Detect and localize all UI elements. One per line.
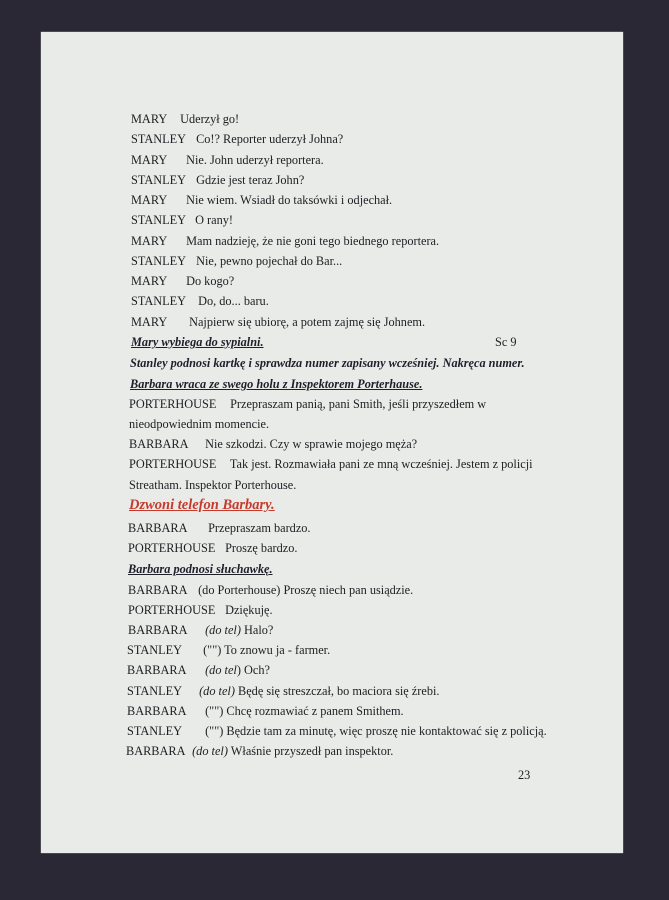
dialogue-text: Dziękuję. xyxy=(225,603,273,617)
stage-aside: (do tel) xyxy=(192,744,228,758)
script-page xyxy=(41,32,623,853)
stage-aside: (do tel xyxy=(205,663,237,677)
dialogue-line xyxy=(128,623,273,637)
speaker-name: PORTERHOUSE xyxy=(129,457,217,471)
stage-direction-highlight: Dzwoni telefon Barbary. xyxy=(129,497,275,513)
speaker-name: STANLEY xyxy=(131,213,187,227)
speaker-name: MARY xyxy=(131,112,168,126)
speaker-name: BARBARA xyxy=(128,521,188,535)
dialogue-text: Do kogo? xyxy=(186,274,235,288)
dialogue-text: Proszę bardzo. xyxy=(225,541,298,555)
dialogue-line xyxy=(127,704,404,718)
stage-direction: Barbara wraca ze swego holu z Inspektorem Porterhause. xyxy=(130,377,423,391)
speaker-name: MARY xyxy=(131,153,168,167)
dialogue-text: ("") Chcę rozmawiać z panem Smithem. xyxy=(205,704,404,718)
dialogue-line xyxy=(127,724,547,738)
speaker-name: BARBARA xyxy=(129,437,189,451)
speaker-name: BARBARA xyxy=(127,704,187,718)
dialogue-text: O rany! xyxy=(195,213,233,227)
speaker-name: STANLEY xyxy=(127,643,183,657)
stage-aside: (do tel) xyxy=(205,623,241,637)
stage-direction: Barbara podnosi słuchawkę. xyxy=(128,562,273,576)
dialogue-line xyxy=(127,663,270,677)
dialogue-text: Nie szkodzi. Czy w sprawie mojego męża? xyxy=(205,437,418,451)
speaker-name: STANLEY xyxy=(127,724,183,738)
speaker-name: STANLEY xyxy=(131,294,187,308)
dialogue-line xyxy=(126,744,393,758)
stage-direction: Stanley podnosi kartkę i sprawdza numer zapisany wcześniej. Nakręca numer. xyxy=(130,356,525,370)
speaker-name: MARY xyxy=(131,315,168,329)
dialogue-text: Do, do... baru. xyxy=(198,294,269,308)
dialogue-line xyxy=(131,315,425,329)
speaker-name: BARBARA xyxy=(128,583,188,597)
dialogue-line xyxy=(131,153,324,167)
speaker-name: BARBARA xyxy=(126,744,186,758)
dialogue-line xyxy=(128,521,311,535)
dialogue-line xyxy=(131,234,439,248)
stage-direction: Mary wybiega do sypialni. xyxy=(131,335,264,349)
speaker-name: BARBARA xyxy=(128,623,188,637)
dialogue-line xyxy=(128,603,273,617)
speaker-name: STANLEY xyxy=(127,684,183,698)
speaker-name: PORTERHOUSE xyxy=(128,603,216,617)
stage-aside: (do tel) xyxy=(199,684,235,698)
speaker-name: STANLEY xyxy=(131,254,187,268)
dialogue-line xyxy=(131,213,233,227)
dialogue-continuation: Streatham. Inspektor Porterhouse. xyxy=(129,478,297,492)
dialogue-line xyxy=(131,294,269,308)
dialogue-line xyxy=(131,193,392,207)
dialogue-text: ("") To znowu ja - farmer. xyxy=(203,643,331,657)
dialogue-line xyxy=(128,583,413,597)
dialogue-continuation: nieodpowiednim momencie. xyxy=(129,417,270,431)
dialogue-line xyxy=(131,132,343,146)
dialogue-text: Uderzył go! xyxy=(180,112,240,126)
speaker-name: PORTERHOUSE xyxy=(128,541,216,555)
speaker-name: BARBARA xyxy=(127,663,187,677)
speaker-name: STANLEY xyxy=(131,173,187,187)
dialogue-text: Co!? Reporter uderzył Johna? xyxy=(196,132,344,146)
dialogue-text: ("") Będzie tam za minutę, więc proszę nie kontaktować się z policją. xyxy=(205,724,547,738)
dialogue-line xyxy=(127,643,330,657)
dialogue-line xyxy=(131,274,234,288)
dialogue-text: Właśnie przyszedł pan inspektor. xyxy=(230,744,394,758)
speaker-name: MARY xyxy=(131,234,168,248)
dialogue-line xyxy=(129,437,417,451)
dialogue-line xyxy=(131,173,304,187)
speaker-name: STANLEY xyxy=(131,132,187,146)
dialogue-text: Najpierw się ubiorę, a potem zajmę się Johnem. xyxy=(189,315,426,329)
speaker-name: PORTERHOUSE xyxy=(129,397,217,411)
scene-marker: Sc 9 xyxy=(495,335,517,349)
dialogue-text: ) Och? xyxy=(236,663,270,677)
speaker-name: MARY xyxy=(131,274,168,288)
dialogue-text: Mam nadzieję, że nie goni tego biednego reportera. xyxy=(186,234,440,248)
dialogue-text: Przepraszam bardzo. xyxy=(208,521,311,535)
dialogue-text: Przepraszam panią, pani Smith, jeśli przyszedłem w xyxy=(230,397,487,411)
dialogue-line xyxy=(129,457,533,471)
dialogue-text: Halo? xyxy=(244,623,274,637)
dialogue-line xyxy=(131,112,239,126)
dialogue-text: Będę się streszczał, bo maciora się źrebi. xyxy=(238,684,440,698)
dialogue-line xyxy=(131,254,342,268)
dialogue-line xyxy=(128,541,297,555)
dialogue-text: Nie, pewno pojechał do Bar... xyxy=(196,254,343,268)
dialogue-text: Tak jest. Rozmawiała pani ze mną wcześniej. Jestem z policji xyxy=(229,457,533,471)
dialogue-text: Gdzie jest teraz John? xyxy=(196,173,305,187)
speaker-name: MARY xyxy=(131,193,168,207)
page-number: 23 xyxy=(518,768,531,782)
dialogue-text: Nie. John uderzył reportera. xyxy=(186,153,324,167)
dialogue-line xyxy=(129,397,486,411)
dialogue-text: (do Porterhouse) Proszę niech pan usiądzie. xyxy=(198,583,414,597)
dialogue-line xyxy=(127,684,439,698)
dialogue-text: Nie wiem. Wsiadł do taksówki i odjechał. xyxy=(186,193,393,207)
